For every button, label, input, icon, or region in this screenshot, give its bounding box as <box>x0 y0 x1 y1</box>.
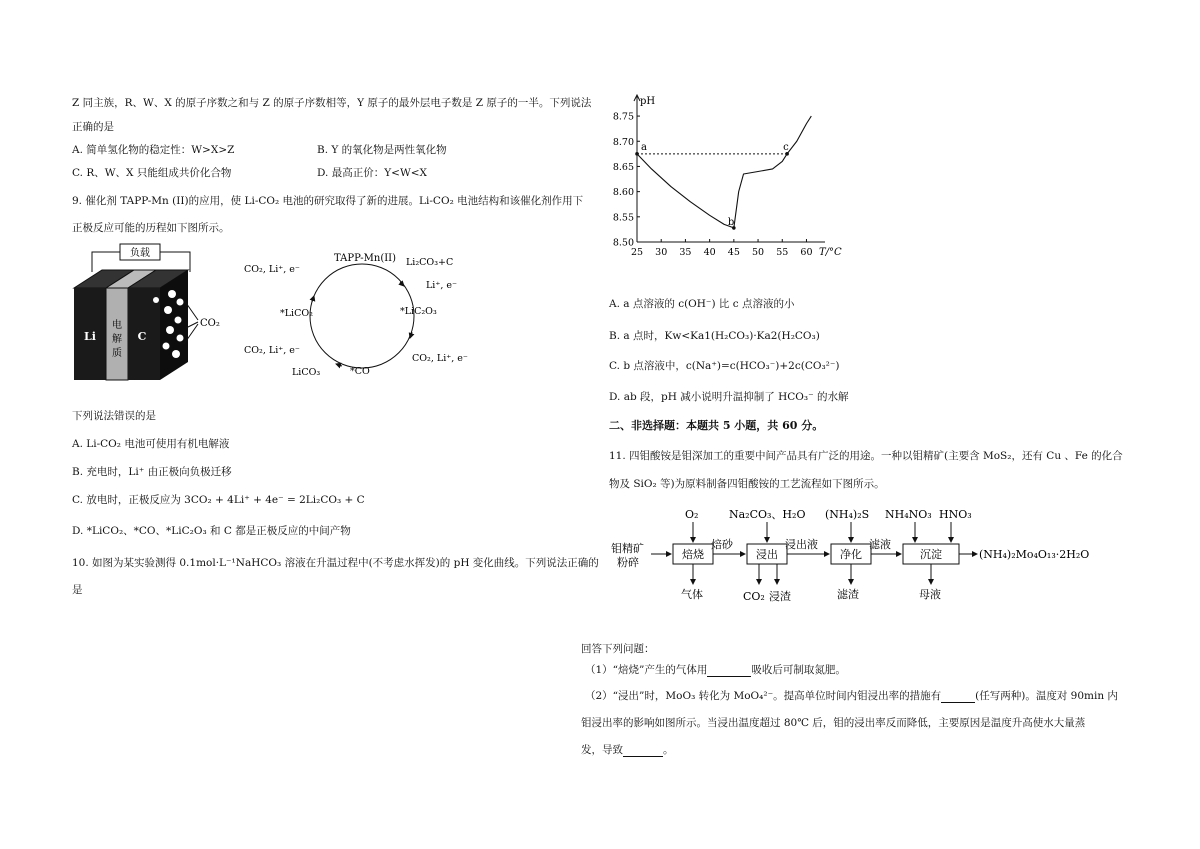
q11-part2-line1 <box>585 689 1118 703</box>
process-flow-diagram <box>609 504 1109 608</box>
c-side <box>160 270 188 380</box>
y-axis-label: pH <box>640 96 656 107</box>
q10-option-d: D. ab 段，pH 减小说明升温抑制了 HCO₃⁻ 的水解 <box>609 391 849 403</box>
q10-stem-line1: 10. 如图为某实验测得 0.1mol·L⁻¹NaHCO₃ 溶液在升温过程中(不考虑水挥发)的 pH 变化曲线。下列说法正确的 <box>72 557 599 569</box>
x-tick-label: 45 <box>727 247 740 258</box>
y-tick-label: 8.60 <box>612 187 634 199</box>
q8-stem-line1: Z 同主族，R、W、X 的原子序数之和与 Z 的原子序数相等，Y 原子的最外层电子数是 Z 原子的一半。下列说法 <box>72 97 592 109</box>
reaction-cycle-diagram <box>242 246 472 384</box>
x-axis-label: T/°C <box>819 247 842 258</box>
q9-stem-line1: 9. 催化剂 TAPP-Mn (II)的应用，使 Li-CO₂ 电池的研究取得了新的进展。Li-CO₂ 电池结构和该催化剂作用下 <box>72 195 584 207</box>
flow-box-purify-label: 净化 <box>840 548 862 561</box>
battery-diagram <box>72 242 242 384</box>
q9-option-d: D. *LiCO₂、*CO、*LiC₂O₃ 和 C 都是正极反应的中间产物 <box>72 525 351 537</box>
electrolyte-char-3: 质 <box>112 348 122 359</box>
flow-input-hno3: HNO₃ <box>939 508 972 521</box>
flow-input-na2co3: Na₂CO₃、H₂O <box>729 508 806 521</box>
ph-temperature-chart <box>607 94 847 262</box>
chart-axes <box>634 95 842 258</box>
chart-lines <box>637 116 811 228</box>
q8-option-b: B. Y 的氧化物是两性氧化物 <box>317 144 447 156</box>
flow-mid-1: 焙砂 <box>711 538 733 551</box>
q9-option-a: A. Li-CO₂ 电池可使用有机电解液 <box>72 438 230 450</box>
q11-part2-blank-1[interactable] <box>941 692 975 703</box>
x-tick-label: 35 <box>679 247 692 258</box>
electrolyte-char-1: 电 <box>112 320 122 331</box>
q11-part2-text-b: (任写两种)。温度对 90min 内 <box>975 690 1118 702</box>
flow-output-mother-liquor: 母液 <box>919 588 941 601</box>
co2-label: CO₂ <box>200 318 220 329</box>
q9-stem-line2: 正极反应可能的历程如下图所示。 <box>72 222 230 234</box>
y-tick-label: 8.55 <box>612 212 634 224</box>
flow-output-gas: 气体 <box>681 588 703 601</box>
flow-box-leach-label: 浸出 <box>756 548 778 561</box>
point-a <box>635 152 639 156</box>
q11-part1-blank[interactable] <box>707 666 751 677</box>
q10-stem-line2: 是 <box>72 584 83 596</box>
x-tick-label: 25 <box>630 247 644 258</box>
q10-option-c: C. b 点溶液中，c(Na⁺)=c(HCO₃⁻)+2c(CO₃²⁻) <box>609 360 840 372</box>
x-tick-label: 55 <box>776 247 789 258</box>
x-tick-label: 60 <box>800 247 813 258</box>
flow-input-o2: O₂ <box>685 508 699 521</box>
flow-start-1: 钼精矿 <box>611 542 644 555</box>
x-tick-label: 30 <box>655 247 668 258</box>
load-label: 负载 <box>130 248 150 259</box>
x-tick-label: 50 <box>752 247 765 258</box>
flow-output-filter-residue: 滤渣 <box>837 588 859 601</box>
c-label: C <box>137 330 147 343</box>
q11-stem-line2: 物及 SiO₂ 等)为原料制备四钼酸铵的工艺流程如下图所示。 <box>609 478 885 490</box>
catalyst-label: TAPP-Mn(II) <box>334 253 397 264</box>
cycle-right: *LiC₂O₃ <box>400 306 437 317</box>
q11-part2-text-a: （2）“浸出”时，MoO₃ 转化为 MoO₄²⁻。提高单位时间内钼浸出率的措施有 <box>585 690 942 702</box>
cycle-bottom-left: CO₂, Li⁺, e⁻ <box>244 345 300 356</box>
q11-part2-blank-2[interactable] <box>623 746 663 757</box>
y-tick-label: 8.50 <box>612 237 634 249</box>
point-label-a: a <box>641 141 647 153</box>
cycle-bottom-left-out: LiCO₃ <box>292 367 321 378</box>
q11-part1-text-b: 吸收后可制取氮肥。 <box>751 664 846 676</box>
flow-product: (NH₄)₂Mo₄O₁₃·2H₂O <box>979 548 1090 561</box>
q9-option-c: C. 放电时，正极反应为 3CO₂ + 4Li⁺ + 4e⁻ = 2Li₂CO₃ + C <box>72 494 365 506</box>
q9-prompt: 下列说法错误的是 <box>72 410 156 422</box>
flow-input-nh4no3: NH₄NO₃ <box>885 508 932 521</box>
q8-option-c: C. R、W、X 只能组成共价化合物 <box>72 167 232 179</box>
q11-part1 <box>585 663 846 677</box>
cycle-top-right: Li₂CO₃+C <box>406 257 454 268</box>
chart-ticks <box>613 112 813 258</box>
flow-output-co2: CO₂ <box>743 590 765 603</box>
q11-part2-line2: 钼浸出率的影响如图所示。当浸出温度超过 80℃ 后，钼的浸出率反而降低，主要原因是温度升高使水大量蒸 <box>581 717 1086 729</box>
point-label-c: c <box>783 141 789 153</box>
cycle-bottom-right: CO₂, Li⁺, e⁻ <box>412 353 468 364</box>
q11-part2-line3 <box>581 743 674 757</box>
q8-option-a: A. 简单氢化物的稳定性：W>X>Z <box>72 144 235 156</box>
y-tick-label: 8.75 <box>612 111 634 123</box>
y-tick-label: 8.70 <box>612 136 634 148</box>
x-tick-label: 40 <box>703 247 716 258</box>
cycle-ring <box>310 264 414 368</box>
q11-part2-line3-a: 发，导致 <box>581 744 623 756</box>
point-label-b: b <box>727 216 735 228</box>
flow-input-nh4s: (NH₄)₂S <box>825 508 870 521</box>
flow-output-leach-residue: 浸渣 <box>769 590 791 603</box>
flow-mid-2: 浸出液 <box>785 538 818 551</box>
arrow-4 <box>312 296 314 302</box>
q10-option-a: A. a 点溶液的 c(OH⁻) 比 c 点溶液的小 <box>609 298 795 310</box>
section-2-heading: 二、非选择题：本题共 5 小题，共 60 分。 <box>609 419 824 432</box>
ph-curve <box>637 116 811 228</box>
cycle-top-left: CO₂, Li⁺, e⁻ <box>244 264 300 275</box>
q10-option-b: B. a 点时，Kw<Ka1(H₂CO₃)·Ka2(H₂CO₃) <box>609 330 820 342</box>
cycle-left: *LiCO₂ <box>280 308 313 319</box>
answer-prompt: 回答下列问题： <box>581 643 655 655</box>
li-label: Li <box>84 330 96 343</box>
q9-option-b: B. 充电时，Li⁺ 由正极向负极迁移 <box>72 466 232 478</box>
y-tick-label: 8.65 <box>612 161 634 173</box>
q11-part1-text-a: （1）“焙烧”产生的气体用 <box>585 664 708 676</box>
flow-mid-3: 滤液 <box>869 538 891 551</box>
electrolyte-char-2: 解 <box>112 334 122 345</box>
q8-option-d: D. 最高正价：Y<W<X <box>317 167 428 179</box>
flow-box-roast-label: 焙烧 <box>682 548 704 561</box>
cycle-right-in: Li⁺, e⁻ <box>426 280 458 291</box>
q11-part2-line3-b: 。 <box>663 744 674 756</box>
arrow-3 <box>336 364 342 366</box>
q11-stem-line1: 11. 四钼酸铵是钼深加工的重要中间产品具有广泛的用途。一种以钼精矿(主要含 MoS₂，还有 Cu 、Fe 的化合 <box>609 450 1123 462</box>
flow-start-2: 粉碎 <box>617 556 639 569</box>
flow-box-precipitate-label: 沉淀 <box>920 548 942 561</box>
cycle-bottom: *CO <box>350 366 370 377</box>
q8-stem-line2: 正确的是 <box>72 121 114 133</box>
